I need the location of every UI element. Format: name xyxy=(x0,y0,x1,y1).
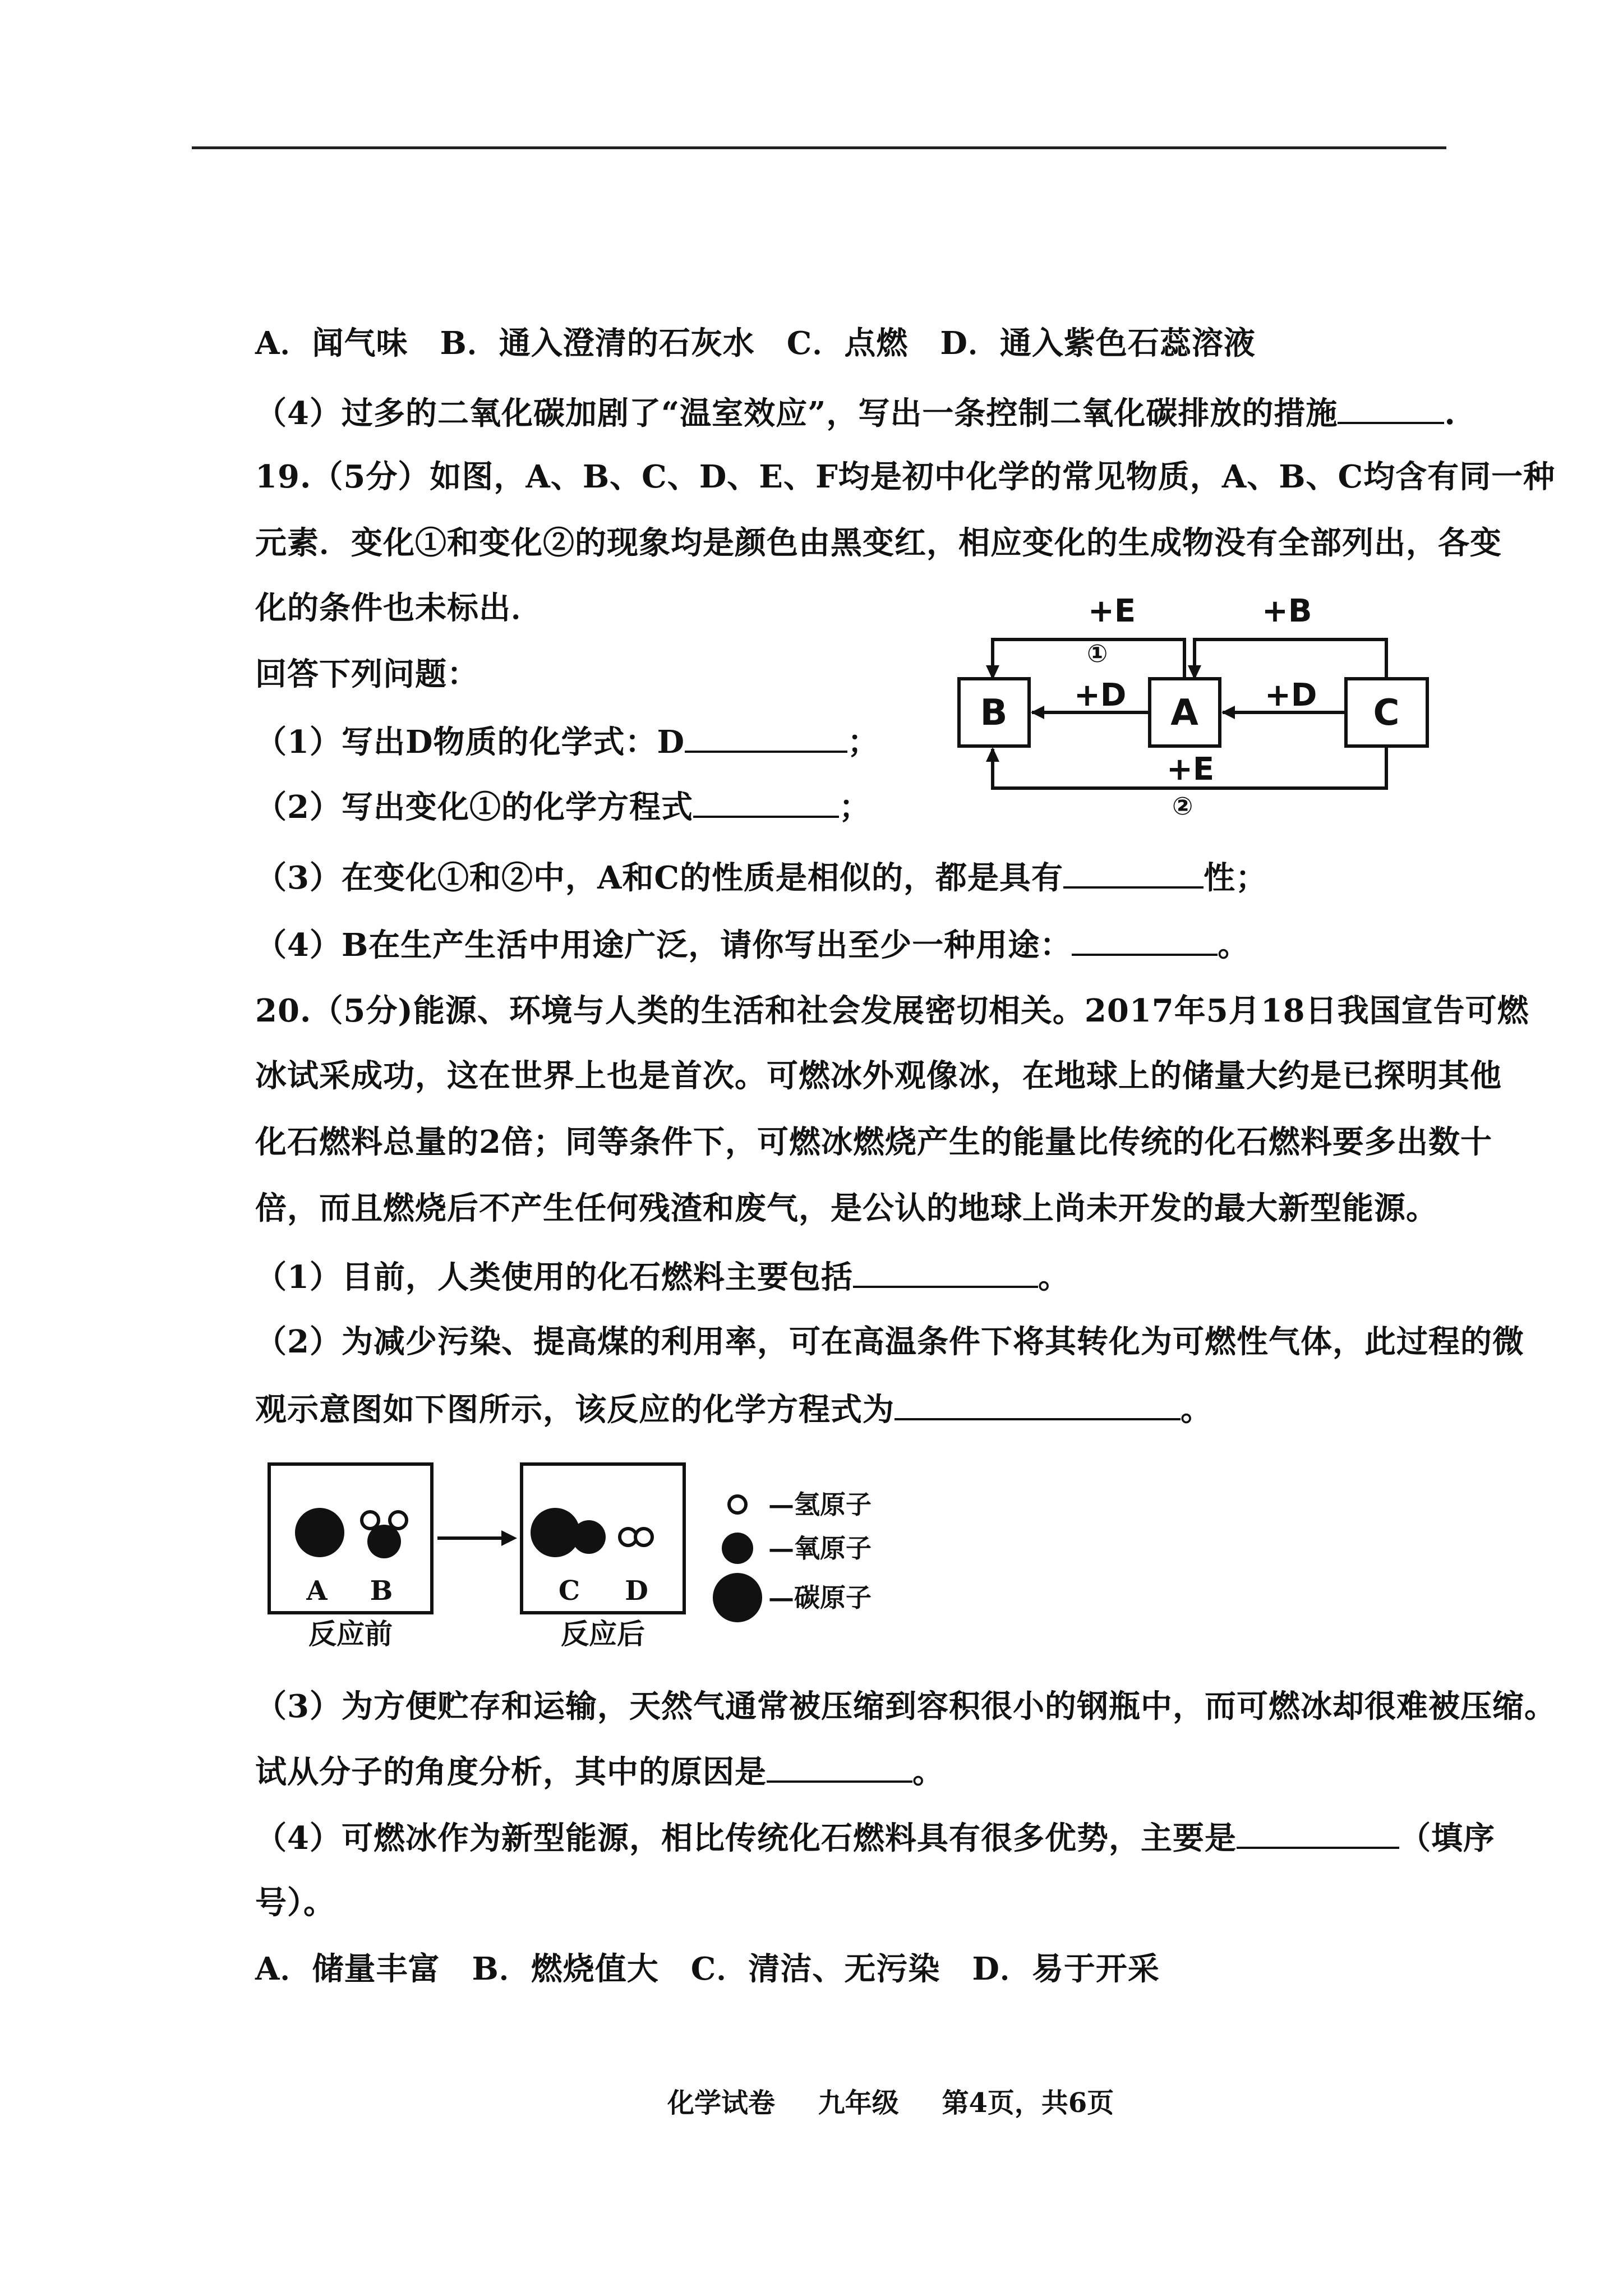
q20-q1: （1）目前，人类使用的化石燃料主要包括 。 xyxy=(255,1259,1070,1296)
label-box-b: B xyxy=(980,692,1008,734)
footer-grade: 九年级 xyxy=(818,2087,899,2119)
label-top-right: +B xyxy=(1262,595,1312,629)
legend-oxygen: —氧原子 xyxy=(768,1533,872,1563)
label-step-2: ② xyxy=(1172,792,1193,819)
label-c: C xyxy=(558,1575,580,1607)
q19-prompt: 回答下列问题： xyxy=(255,656,479,693)
footer-page: 第4页，共6页 xyxy=(942,2087,1114,2119)
q19-intro-2: 元素．变化①和变化②的现象均是颜色由黑变红，相应变化的生成物没有全部列出，各变 xyxy=(255,524,1502,562)
q20-intro-1: 20.（5分)能源、环境与人类的生活和社会发展密切相关。2017年5月18日我国宣告可燃 xyxy=(255,992,1529,1029)
q20-q3-b: 试从分子的角度分析，其中的原因是 。 xyxy=(255,1754,944,1791)
q19-q3: （3）在变化①和②中，A和C的性质是相似的，都是具有 性； xyxy=(255,859,1267,896)
q20-q3-a: （3）为方便贮存和运输，天然气通常被压缩到容积很小的钢瓶中，而可燃冰却很难被压缩。 xyxy=(255,1688,1556,1725)
answer-blank[interactable] xyxy=(767,1752,912,1783)
q20-q4-b: 号）。 xyxy=(255,1884,335,1921)
label-box-c: C xyxy=(1373,692,1400,734)
label-mid-right: +D xyxy=(1265,677,1317,714)
q20-q2-a: （2）为减少污染、提高煤的利用率，可在高温条件下将其转化为可燃性气体，此过程的微 xyxy=(255,1323,1524,1360)
label-box-a: A xyxy=(1170,692,1198,734)
q20-intro-3: 化石燃料总量的2倍；同等条件下，可燃冰燃烧产生的能量比传统的化石燃料要多出数十 xyxy=(255,1124,1492,1161)
label-mid-left: +D xyxy=(1074,677,1127,714)
caption-before: 反应前 xyxy=(308,1617,393,1649)
hydrogen-atom xyxy=(362,1512,379,1529)
carbon-atom xyxy=(531,1508,580,1557)
caption-after: 反应后 xyxy=(561,1617,645,1649)
q19-q1: （1）写出D物质的化学式：D ； xyxy=(255,724,880,761)
label-d: D xyxy=(625,1575,648,1607)
page-footer xyxy=(667,2081,1147,2120)
answer-blank[interactable] xyxy=(1063,858,1204,889)
q19-q2: （2）写出变化①的化学方程式 ； xyxy=(255,789,871,826)
q18-q4-text: （4）过多的二氧化碳加剧了“温室效应”，写出一条控制二氧化碳排放的措施 xyxy=(255,395,1338,432)
answer-blank[interactable] xyxy=(1072,926,1218,956)
q19-q4: （4）B在生产生活中用途广泛，请你写出至少一种用途： 。 xyxy=(255,927,1250,964)
oxygen-atom xyxy=(572,1520,606,1554)
q20-options: A．储量丰富 B．燃烧值大 C．清洁、无污染 D．易于开采 xyxy=(255,1950,1160,1987)
legend-carbon: —碳原子 xyxy=(768,1582,872,1613)
q18-options: A．闻气味 B．通入澄清的石灰水 C．点燃 D．通入紫色石蕊溶液 xyxy=(255,325,1256,362)
q20-intro-2: 冰试采成功，这在世界上也是首次。可燃冰外观像冰，在地球上的储量大约是已探明其他 xyxy=(255,1057,1502,1094)
label-step-1: ① xyxy=(1087,639,1108,668)
hydrogen-atom xyxy=(390,1512,407,1529)
q20-q2-b: 观示意图如下图所示，该反应的化学方程式为 。 xyxy=(255,1391,1212,1428)
legend-oxygen-icon xyxy=(722,1533,753,1564)
q19-flow-diagram xyxy=(948,595,1441,819)
legend-carbon-icon xyxy=(713,1573,762,1622)
q19-intro-3: 化的条件也未标出． xyxy=(255,590,543,627)
label-a: A xyxy=(306,1575,328,1607)
before-box xyxy=(269,1464,432,1613)
hydrogen-atom xyxy=(635,1529,652,1545)
answer-blank[interactable] xyxy=(1338,394,1444,424)
q20-q4-a: （4）可燃冰作为新型能源，相比传统化石燃料具有很多优势，主要是 （填序 xyxy=(255,1820,1495,1857)
label-bottom: +E xyxy=(1166,751,1215,788)
answer-blank[interactable] xyxy=(1237,1819,1399,1849)
reaction-micro-diagram xyxy=(264,1458,937,1649)
answer-blank[interactable] xyxy=(685,723,847,753)
carbon-atom xyxy=(295,1508,344,1557)
legend-hydrogen: —氢原子 xyxy=(768,1489,872,1520)
header-rule xyxy=(192,146,1446,149)
answer-blank[interactable] xyxy=(693,788,839,818)
label-top-left: +E xyxy=(1088,595,1136,629)
answer-blank[interactable] xyxy=(895,1390,1181,1420)
q19-intro-1: 19.（5分）如图，A、B、C、D、E、F均是初中化学的常见物质，A、B、C均含有同一种 xyxy=(255,458,1556,495)
answer-blank[interactable] xyxy=(853,1258,1038,1288)
q18-q4: （4）过多的二氧化碳加剧了“温室效应”，写出一条控制二氧化碳排放的措施 . xyxy=(255,395,1456,432)
legend-hydrogen-icon xyxy=(729,1496,746,1513)
q20-intro-4: 倍，而且燃烧后不产生任何残渣和废气，是公认的地球上尚未开发的最大新型能源。 xyxy=(255,1190,1438,1227)
label-b: B xyxy=(370,1575,393,1607)
footer-subject: 化学试卷 xyxy=(667,2087,776,2119)
